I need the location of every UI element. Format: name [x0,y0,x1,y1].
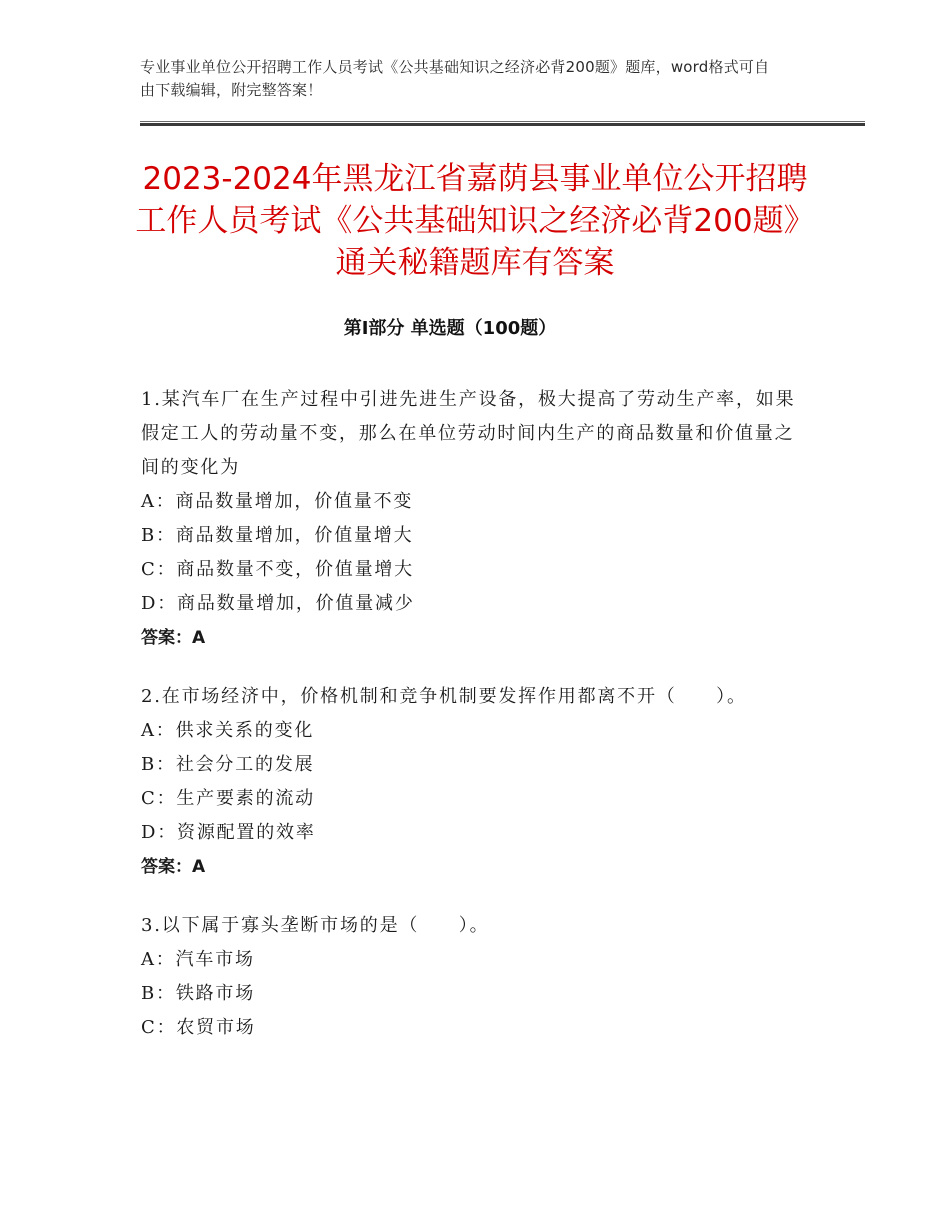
option-d: D：商品数量增加，价值量减少 [141,593,415,614]
answer-line: 答案：A [141,857,206,877]
option-a: A：汽车市场 [141,949,255,970]
option-d: D：资源配置的效率 [141,822,316,843]
question-list [141,383,801,1070]
option-b: B：商品数量增加，价值量增大 [141,525,414,546]
option-c: C：农贸市场 [141,1017,256,1038]
question-stem: 1.某汽车厂在生产过程中引进先进生产设备，极大提高了劳动生产率，如果假定工人的劳动量不变，那么在单位劳动时间内生产的商品数量和价值量之间的变化为 [141,389,796,478]
option-b: B：社会分工的发展 [141,754,315,775]
document-title: 2023-2024年黑龙江省嘉荫县事业单位公开招聘工作人员考试《公共基础知识之经济必背200题》通关秘籍题库有答案 [135,161,815,281]
answer-line: 答案：A [141,628,206,648]
question-2 [141,680,801,884]
option-c: C：商品数量不变，价值量增大 [141,559,414,580]
question-stem: 3.以下属于寡头垄断市场的是（ ）。 [141,915,490,936]
option-b: B：铁路市场 [141,983,256,1004]
header-note: 专业事业单位公开招聘工作人员考试《公共基础知识之经济必背200题》题库，word格式可自由下载编辑，附完整答案！ [140,58,770,99]
question-3 [141,909,801,1045]
question-stem: 2.在市场经济中，价格机制和竞争机制要发挥作用都离不开（ ）。 [141,686,747,707]
option-c: C：生产要素的流动 [141,788,315,809]
question-1 [141,383,801,655]
option-a: A：供求关系的变化 [141,720,315,741]
section-heading: 第Ⅰ部分 单选题（100题） [343,318,557,339]
option-a: A：商品数量增加，价值量不变 [141,491,414,512]
header-divider [140,121,865,126]
